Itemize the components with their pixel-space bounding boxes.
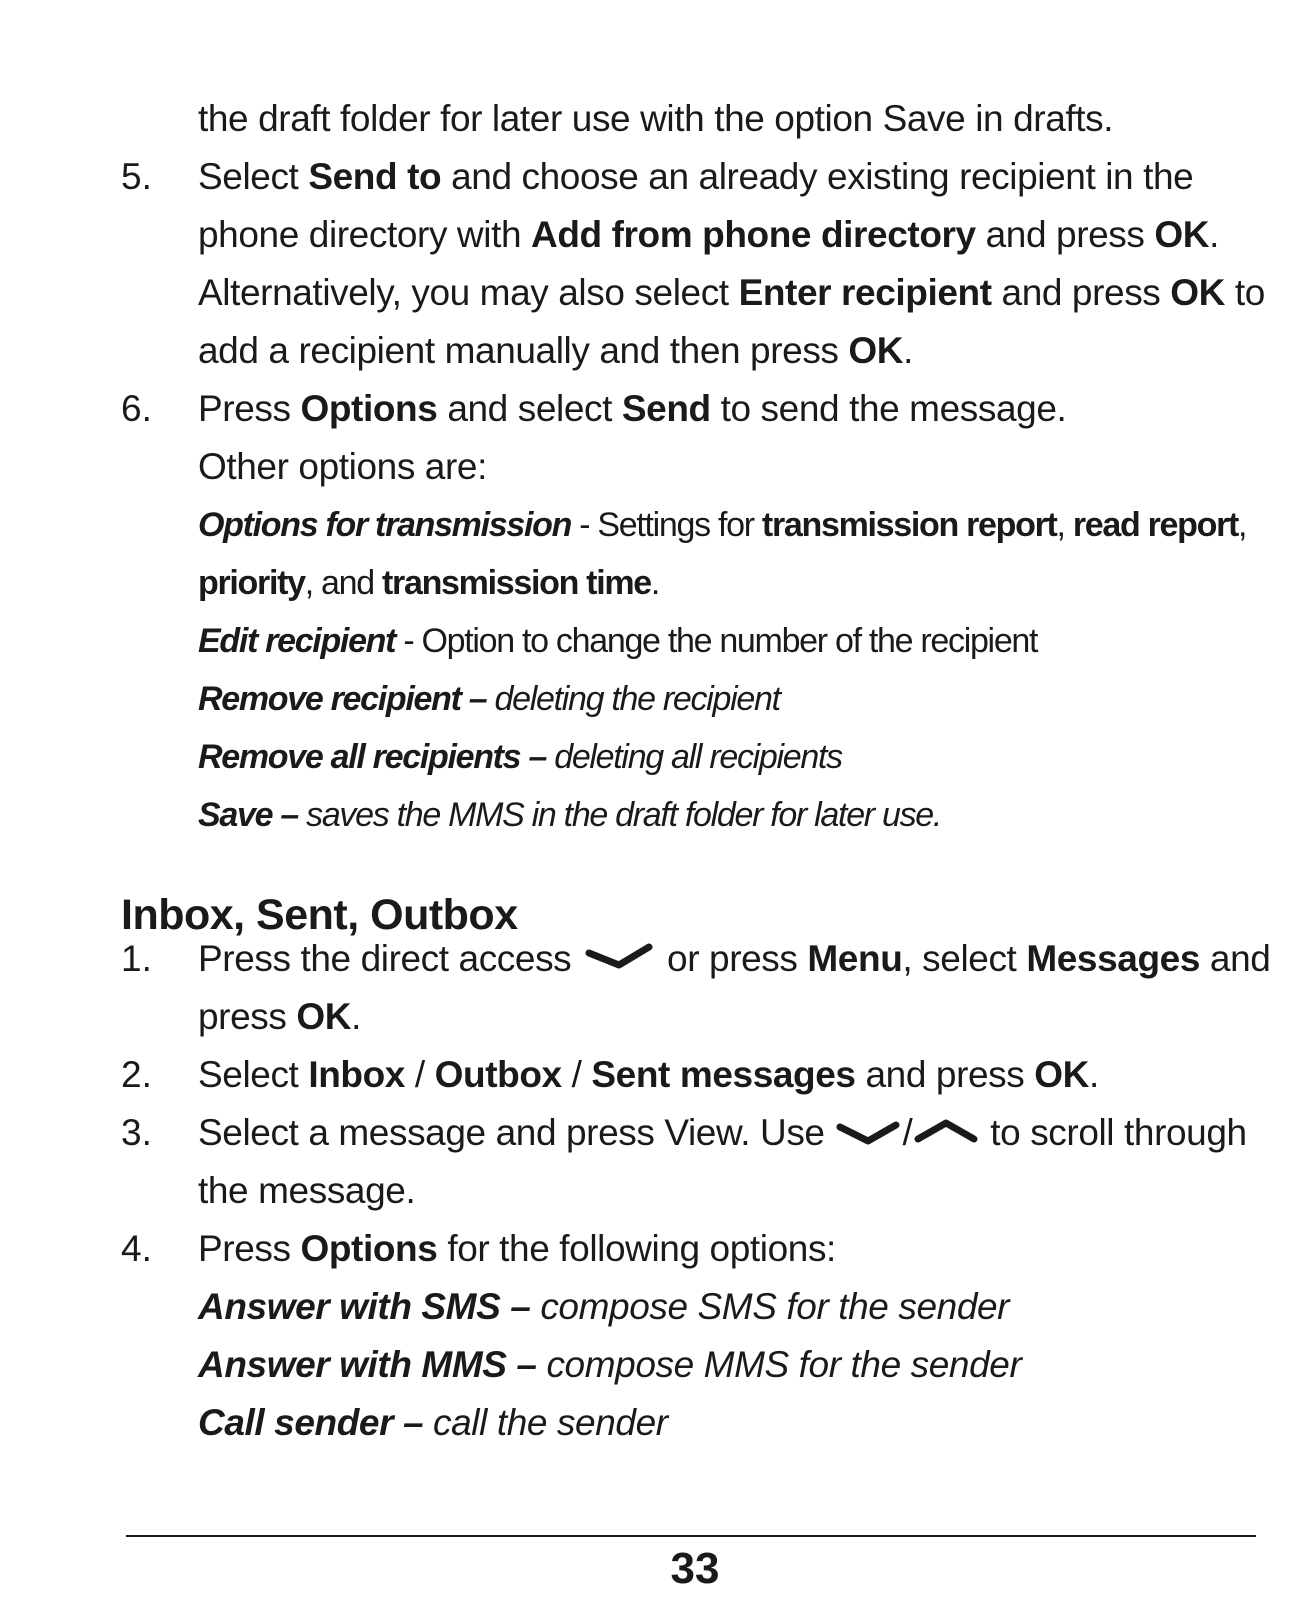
setting-term: transmission report (761, 506, 1057, 544)
text: and (1200, 938, 1271, 979)
text: to scroll through (980, 1112, 1247, 1153)
icon-separator: / (902, 1112, 913, 1153)
text: and press (855, 1054, 1035, 1095)
chevron-up-icon (912, 1106, 980, 1164)
menu-term: Messages (1026, 938, 1201, 979)
step-number: 2. (121, 1054, 152, 1095)
option-term: Remove recipient – (198, 680, 487, 718)
continued-text: the draft folder for later use with the option Save in drafts. (198, 98, 1114, 139)
text: Press (198, 1228, 301, 1269)
option-desc: compose MMS for the sender (536, 1344, 1022, 1385)
option-answer-sms (198, 1278, 1009, 1336)
option-desc: call the sender (423, 1402, 668, 1443)
setting-term: read report (1072, 506, 1239, 544)
inbox-step2 (198, 1046, 1099, 1104)
option-answer-mms (198, 1336, 1021, 1394)
text: Other options are: (198, 446, 487, 487)
text: . (650, 564, 660, 602)
text: . (351, 996, 361, 1037)
key-term: OK (1170, 272, 1225, 313)
menu-term: Enter recipient (738, 272, 992, 313)
text: Select (198, 156, 309, 197)
step6-line2 (198, 438, 487, 496)
text: , (1238, 506, 1247, 544)
text: . (903, 330, 914, 371)
inbox-step3-line2 (198, 1162, 415, 1220)
continued-line (198, 90, 1113, 148)
option-term: Options for transmission (198, 506, 572, 544)
text: Select (198, 1054, 309, 1095)
inbox-step4 (198, 1220, 836, 1278)
option-edit (198, 612, 1037, 670)
key-term: OK (1034, 1054, 1089, 1095)
option-term: Answer with MMS – (198, 1344, 537, 1385)
text: / (405, 1054, 435, 1095)
menu-term: Sent messages (591, 1054, 856, 1095)
chevron-down-icon (834, 1106, 902, 1164)
menu-term: Send (621, 388, 711, 429)
option-desc: saves the MMS in the draft folder for later use. (297, 796, 942, 834)
text: Press (198, 388, 301, 429)
option-term: Edit recipient (198, 622, 396, 660)
option-term: Call sender – (198, 1402, 424, 1443)
step-number: 4. (121, 1228, 152, 1269)
text: Alternatively, you may also select (198, 272, 739, 313)
menu-term: Options (300, 388, 438, 429)
step-number: 1. (121, 938, 152, 979)
text: Select a message and press View. Use (198, 1112, 835, 1153)
option-remove-all (198, 728, 842, 786)
chevron-down-icon (581, 932, 657, 990)
text: phone directory with (198, 214, 532, 255)
text: - Settings for (571, 506, 762, 544)
step6-line1 (198, 380, 1066, 438)
option-term: Remove all recipients – (198, 738, 547, 776)
step-number: 5. (121, 156, 152, 197)
text: / (561, 1054, 592, 1095)
text: to (1225, 272, 1265, 313)
text: , (1056, 506, 1073, 544)
page-number: 33 (670, 1544, 720, 1593)
text: add a recipient manually and then press (198, 330, 849, 371)
footer-rule (126, 1535, 1256, 1537)
step5-line3 (198, 264, 1265, 322)
option-save (198, 786, 941, 844)
option-desc: deleting all recipients (546, 738, 842, 776)
text: , select (902, 938, 1027, 979)
text: . (1088, 1054, 1099, 1095)
text: press (198, 996, 297, 1037)
menu-term: Options (300, 1228, 438, 1269)
setting-term: priority (198, 564, 305, 602)
option-term: Save – (198, 796, 298, 834)
step5-line1 (198, 148, 1193, 206)
text: the message. (198, 1170, 416, 1211)
option-call-sender (198, 1394, 668, 1452)
menu-term: Outbox (434, 1054, 562, 1095)
text: or press (657, 938, 808, 979)
step-number: 6. (121, 388, 152, 429)
menu-term: Inbox (308, 1054, 405, 1095)
text: - Option to change the number of the recipient (395, 622, 1038, 660)
menu-term: Add from phone directory (531, 214, 976, 255)
setting-term: transmission time (382, 564, 651, 602)
option-desc: compose SMS for the sender (530, 1286, 1010, 1327)
text: to send the message. (710, 388, 1067, 429)
inbox-step1-line1 (198, 930, 1270, 990)
text: for the following options: (437, 1228, 836, 1269)
key-term: OK (1154, 214, 1210, 255)
option-transmission-line2 (198, 554, 659, 612)
section-heading: Inbox, Sent, Outbox (121, 891, 518, 939)
text: , and (304, 564, 383, 602)
inbox-step1-line2 (198, 988, 361, 1046)
menu-term: Menu (807, 938, 903, 979)
text: Press the direct access (198, 938, 582, 979)
key-term: OK (848, 330, 904, 371)
option-remove (198, 670, 780, 728)
step5-line4 (198, 322, 913, 380)
text: and press (991, 272, 1171, 313)
menu-term: Send to (308, 156, 442, 197)
text: . (1209, 214, 1219, 255)
option-desc: deleting the recipient (486, 680, 780, 718)
step5-line2 (198, 206, 1219, 264)
text: and select (437, 388, 622, 429)
step-number: 3. (121, 1112, 152, 1153)
option-transmission-line1 (198, 496, 1246, 554)
option-term: Answer with SMS – (198, 1286, 531, 1327)
text: and press (975, 214, 1155, 255)
inbox-step3-line1 (198, 1104, 1247, 1164)
text: and choose an already existing recipient in the (441, 156, 1194, 197)
key-term: OK (296, 996, 352, 1037)
